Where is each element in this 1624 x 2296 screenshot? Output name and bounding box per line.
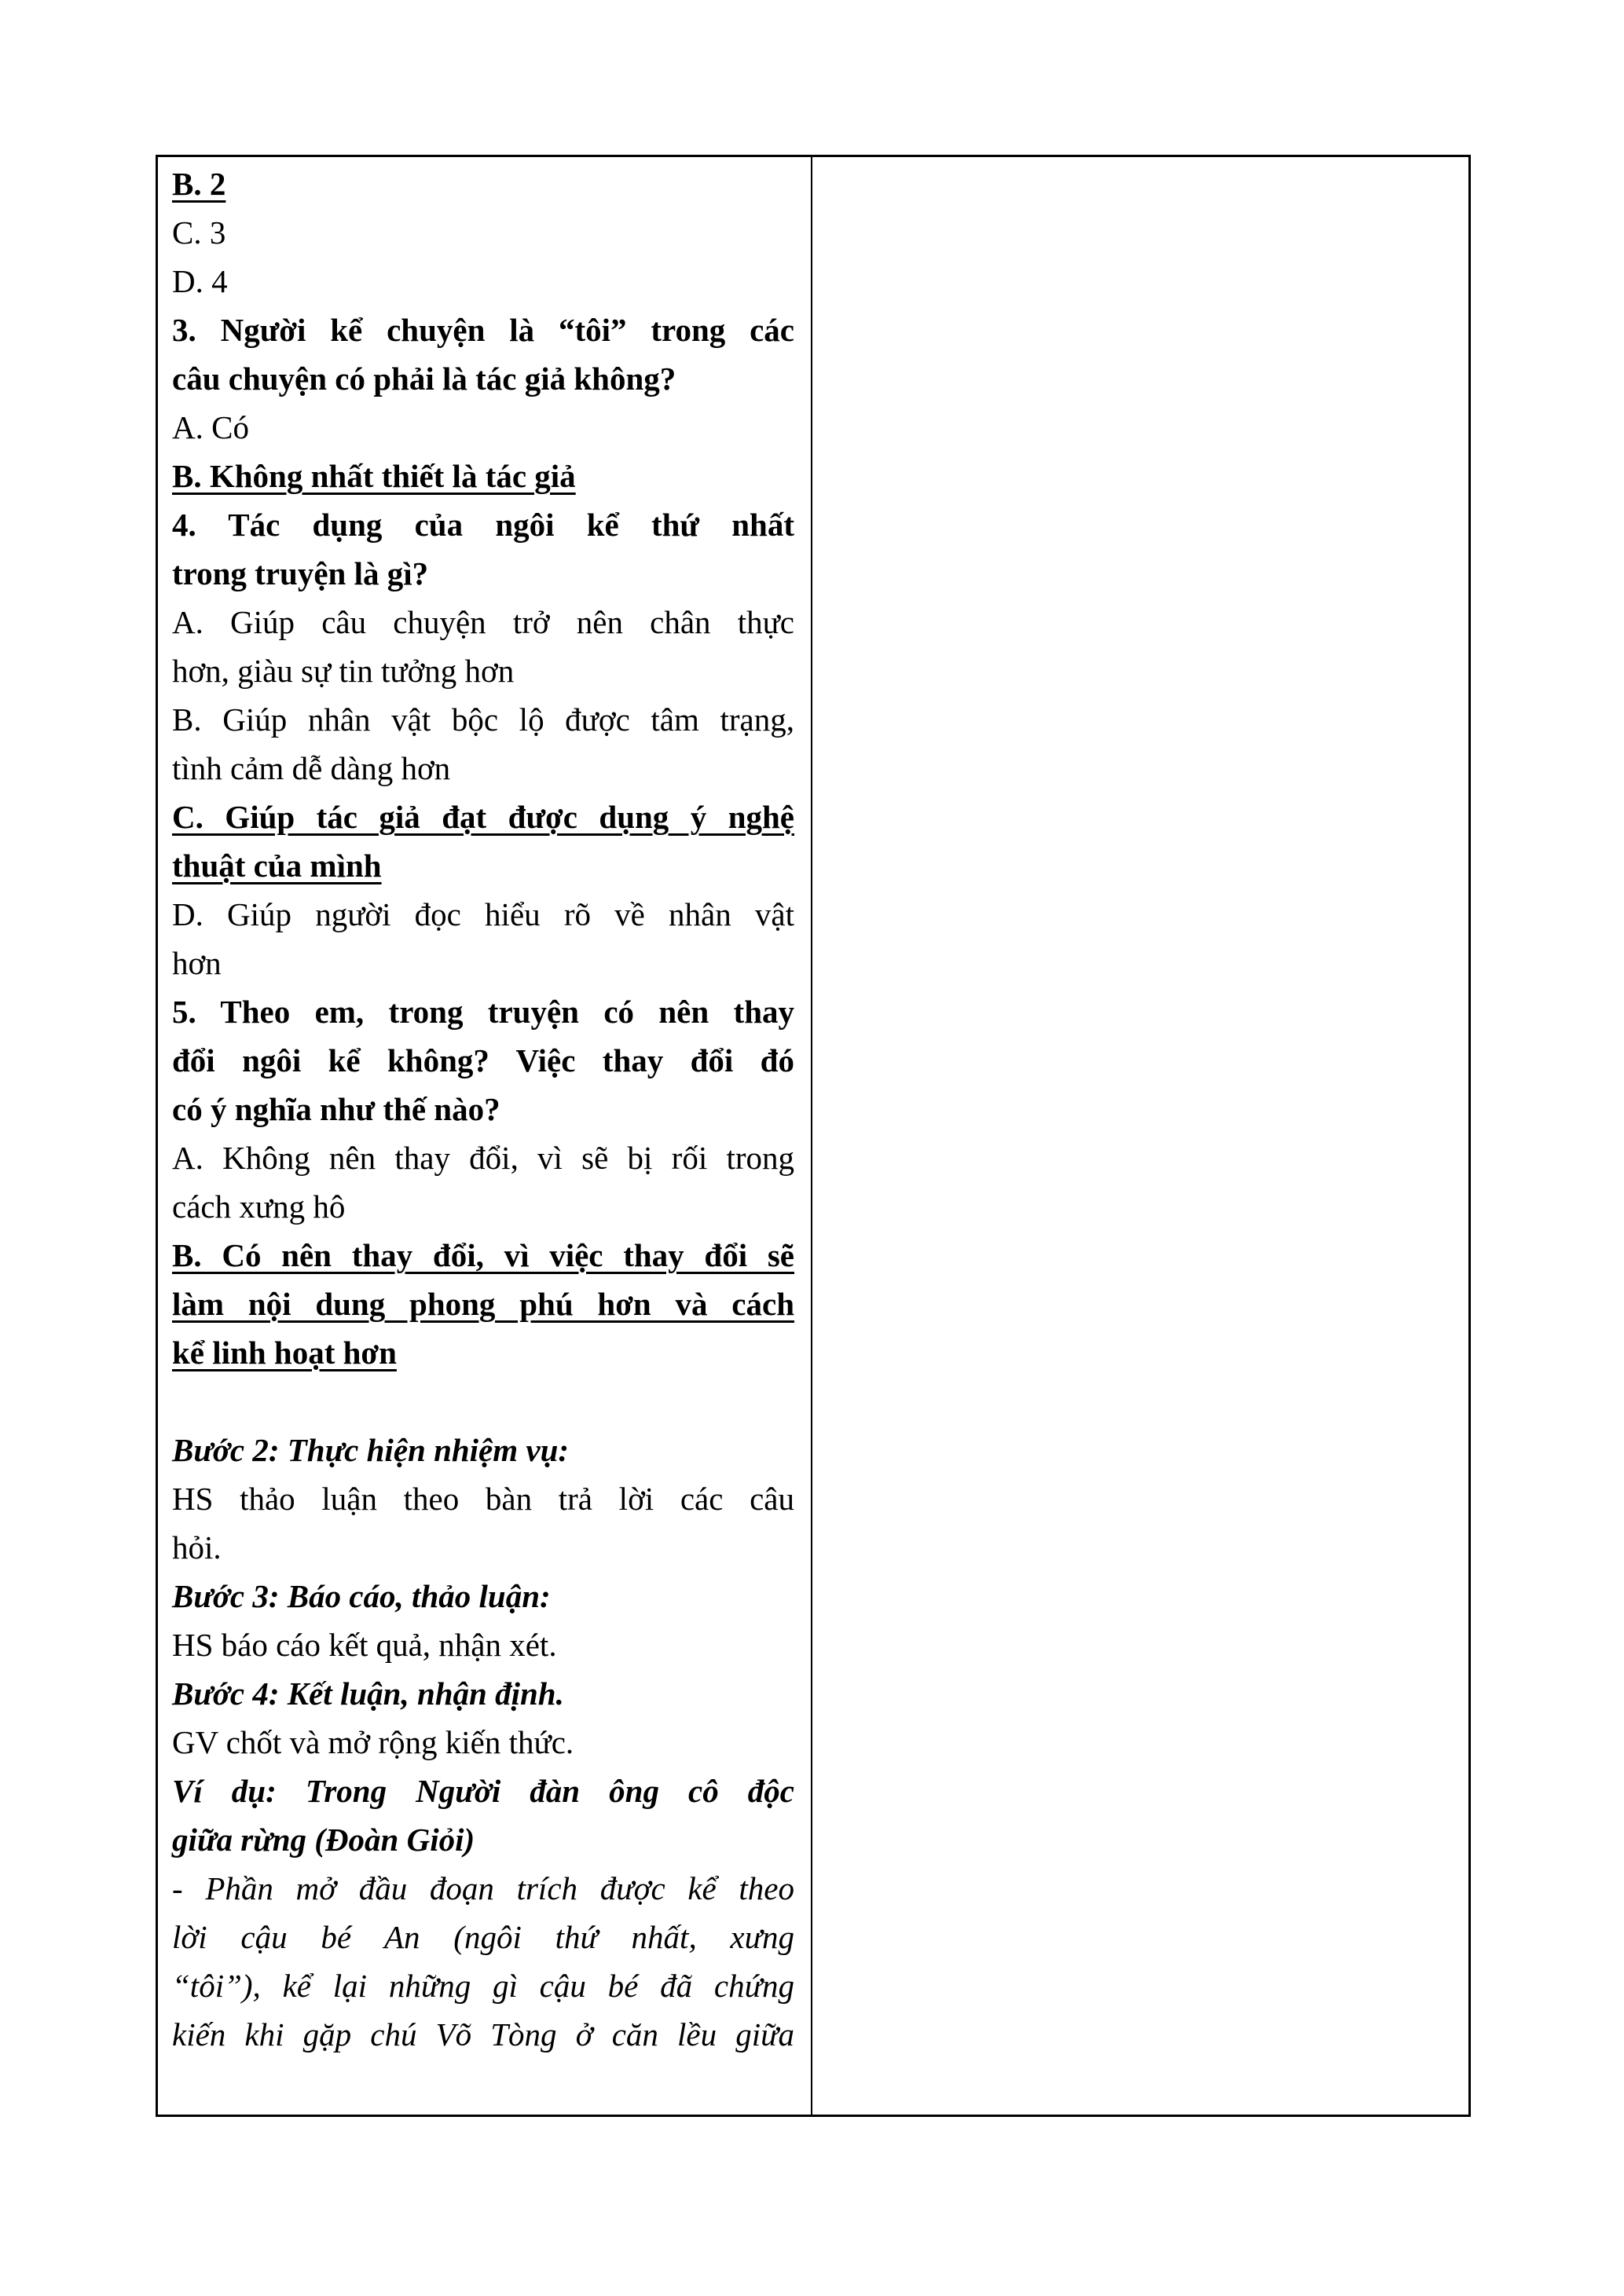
text-line: trong truyện là gì? — [172, 555, 429, 591]
empty-product-cell — [812, 157, 1468, 2115]
text-line: A. Có — [172, 409, 249, 445]
text-line: D. Giúp người đọc hiểu rõ về nhân vật — [172, 896, 794, 932]
text-line: hỏi. — [172, 1529, 222, 1565]
text-line: tình cảm dễ dàng hơn — [172, 750, 451, 786]
lesson-plan-table — [156, 155, 1471, 2117]
text-line: kể linh hoạt hơn — [172, 1335, 397, 1371]
text-line: A. Giúp câu chuyện trở nên chân thực — [172, 604, 794, 640]
text-line: 5. Theo em, trong truyện có nên thay — [172, 994, 794, 1030]
text-line: đổi ngôi kể không? Việc thay đổi đó — [172, 1042, 794, 1078]
text-line: - Phần mở đầu đoạn trích được kể theo — [172, 1870, 794, 1906]
text-line: hơn — [172, 945, 222, 981]
text-line: B. Giúp nhân vật bộc lộ được tâm trạng, — [172, 701, 794, 738]
text-line: “tôi”), kể lại những gì cậu bé đã chứng — [172, 1968, 794, 2004]
text-line: Bước 2: Thực hiện nhiệm vụ: — [172, 1432, 570, 1468]
text-line: lời cậu bé An (ngôi thứ nhất, xưng — [172, 1919, 794, 1955]
text-line: cách xưng hô — [172, 1188, 346, 1225]
blank-line — [172, 1377, 794, 1426]
text-line: Bước 3: Báo cáo, thảo luận: — [172, 1578, 551, 1614]
text-line: GV chốt và mở rộng kiến thức. — [172, 1724, 574, 1760]
text-line: HS thảo luận theo bàn trả lời các câu — [172, 1481, 794, 1517]
text-line: kiến khi gặp chú Võ Tòng ở căn lều giữa — [172, 2016, 794, 2052]
text-line: 4. Tác dụng của ngôi kể thứ nhất — [172, 507, 794, 543]
text-line: B. Không nhất thiết là tác giả — [172, 458, 576, 494]
text-line: D. 4 — [172, 263, 228, 299]
text-line: thuật của mình — [172, 848, 382, 884]
text-line: Ví dụ: Trong Người đàn ông cô độc — [172, 1773, 794, 1809]
text-line: 3. Người kể chuyện là “tôi” trong các — [172, 312, 794, 348]
text-line: có ý nghĩa như thế nào? — [172, 1091, 500, 1127]
text-line: hơn, giàu sự tin tưởng hơn — [172, 653, 515, 689]
text-line: câu chuyện có phải là tác giả không? — [172, 361, 676, 397]
activity-content-cell — [158, 157, 812, 2115]
text-line: C. Giúp tác giả đạt được dụng ý nghệ — [172, 799, 794, 835]
text-line: giữa rừng (Đoàn Giỏi) — [172, 1822, 475, 1858]
text-line: làm nội dung phong phú hơn và cách — [172, 1286, 794, 1322]
text-line: B. Có nên thay đổi, vì việc thay đổi sẽ — [172, 1237, 794, 1273]
text-line: Bước 4: Kết luận, nhận định. — [172, 1675, 564, 1712]
text-line: B. 2 — [172, 166, 226, 202]
text-line: C. 3 — [172, 214, 226, 251]
text-line: HS báo cáo kết quả, nhận xét. — [172, 1627, 557, 1663]
text-line: A. Không nên thay đổi, vì sẽ bị rối trong — [172, 1140, 794, 1176]
